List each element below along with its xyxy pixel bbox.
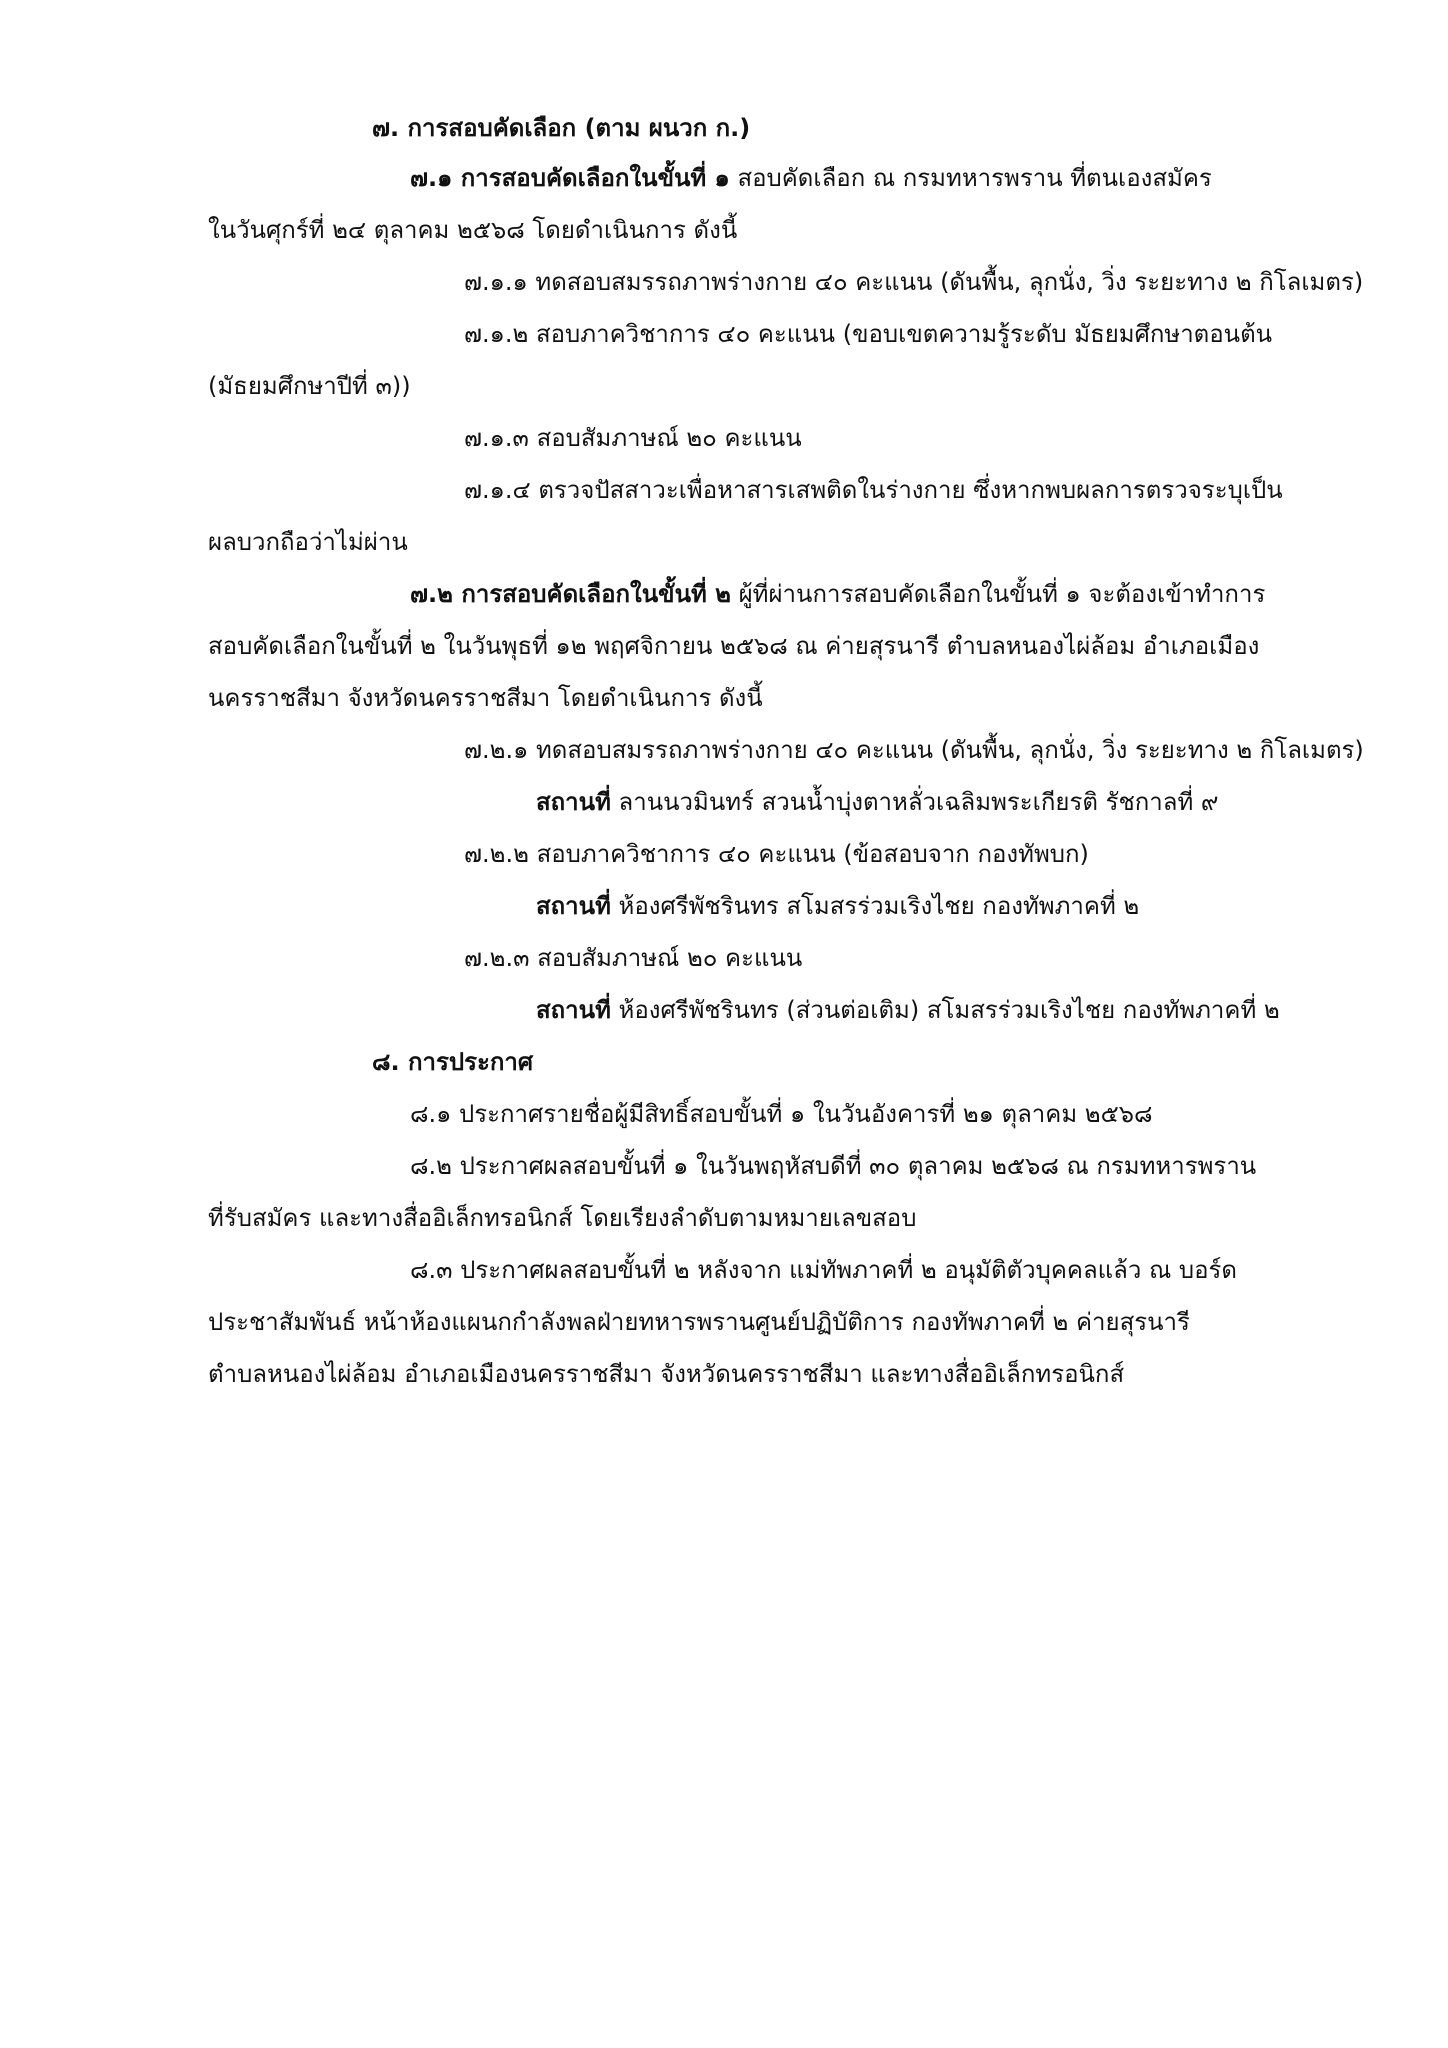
item-7-2-1-place [536, 784, 1219, 820]
section-7-2-text: ผู้ที่ผ่านการสอบคัดเลือกในขั้นที่ ๑ จะต้องเข้าทำการ [738, 580, 1266, 608]
section-7-1-text: สอบคัดเลือก ณ กรมทหารพราน ที่ตนเองสมัคร [737, 164, 1212, 192]
item-7-2-1: ๗.๒.๑ ทดสอบสมรรถภาพร่างกาย ๔๐ คะแนน (ดันพื้น, ลุกนั่ง, วิ่ง ระยะทาง ๒ กิโลเมตร) [464, 736, 1364, 764]
item-7-1-2-line1: ๗.๑.๒ สอบภาควิชาการ ๔๐ คะแนน (ขอบเขตความรู้ระดับ มัธยมศึกษาตอนต้น [464, 320, 1273, 348]
item-7-2-3: ๗.๒.๓ สอบสัมภาษณ์ ๒๐ คะแนน [464, 944, 803, 972]
section-7-2-line3: นครราชสีมา จังหวัดนครราชสีมา โดยดำเนินการ ดังนี้ [208, 684, 763, 712]
item-7-2-3-place [536, 992, 1280, 1028]
item-8-3-line1: ๘.๓ ประกาศผลสอบขั้นที่ ๒ หลังจาก แม่ทัพภาคที่ ๒ อนุมัติตัวบุคคลแล้ว ณ บอร์ด [410, 1256, 1237, 1284]
place-label: สถานที่ [536, 892, 611, 920]
item-8-1: ๘.๑ ประกาศรายชื่อผู้มีสิทธิ์สอบขั้นที่ ๑ ในวันอังคารที่ ๒๑ ตุลาคม ๒๕๖๘ [410, 1100, 1153, 1128]
section-7-1-line1 [410, 160, 1314, 196]
section-7-1-title: ๗.๑ การสอบคัดเลือกในขั้นที่ ๑ [410, 164, 730, 192]
item-8-3-line2: ประชาสัมพันธ์ หน้าห้องแผนกกำลังพลฝ่ายทหารพรานศูนย์ปฏิบัติการ กองทัพภาคที่ ๒ ค่ายสุรนารี [208, 1308, 1190, 1336]
section-7-2-title: ๗.๒ การสอบคัดเลือกในขั้นที่ ๒ [410, 580, 731, 608]
section-7-2-line2: สอบคัดเลือกในขั้นที่ ๒ ในวันพุธที่ ๑๒ พฤศจิกายน ๒๕๖๘ ณ ค่ายสุรนารี ตำบลหนองไผ่ล้อม อำเภอเมือง [208, 632, 1260, 660]
item-7-1-1: ๗.๑.๑ ทดสอบสมรรถภาพร่างกาย ๔๐ คะแนน (ดันพื้น, ลุกนั่ง, วิ่ง ระยะทาง ๒ กิโลเมตร) [464, 268, 1364, 296]
item-7-1-4-line2: ผลบวกถือว่าไม่ผ่าน [208, 528, 408, 556]
section-8-heading: ๘. การประกาศ [372, 1048, 534, 1076]
item-7-2-2: ๗.๒.๒ สอบภาควิชาการ ๔๐ คะแนน (ข้อสอบจาก กองทัพบก) [464, 840, 1089, 868]
item-8-2-line2: ที่รับสมัคร และทางสื่ออิเล็กทรอนิกส์ โดยเรียงลำดับตามหมายเลขสอบ [208, 1204, 917, 1232]
item-8-2-line1: ๘.๒ ประกาศผลสอบขั้นที่ ๑ ในวันพฤหัสบดีที่ ๓๐ ตุลาคม ๒๕๖๘ ณ กรมทหารพราน [410, 1152, 1257, 1180]
place-value: ห้องศรีพัชรินทร (ส่วนต่อเติม) สโมสรร่วมเริงไชย กองทัพภาคที่ ๒ [618, 996, 1280, 1024]
place-value: ลานนวมินทร์ สวนน้ำบุ่งตาหลั่วเฉลิมพระเกียรติ รัชกาลที่ ๙ [618, 788, 1219, 816]
item-8-3-line3: ตำบลหนองไผ่ล้อม อำเภอเมืองนครราชสีมา จังหวัดนครราชสีมา และทางสื่ออิเล็กทรอนิกส์ [208, 1360, 1125, 1388]
item-7-1-4-line1: ๗.๑.๔ ตรวจปัสสาวะเพื่อหาสารเสพติดในร่างกาย ซึ่งหากพบผลการตรวจระบุเป็น [464, 476, 1283, 504]
section-7-2-line1 [410, 576, 1314, 612]
item-7-1-2-line2: (มัธยมศึกษาปีที่ ๓)) [208, 372, 411, 400]
item-7-1-3: ๗.๑.๓ สอบสัมภาษณ์ ๒๐ คะแนน [464, 424, 802, 452]
place-label: สถานที่ [536, 996, 611, 1024]
place-label: สถานที่ [536, 788, 611, 816]
section-7-1-line2: ในวันศุกร์ที่ ๒๔ ตุลาคม ๒๕๖๘ โดยดำเนินการ ดังนี้ [208, 216, 738, 244]
section-7-heading: ๗. การสอบคัดเลือก (ตาม ผนวก ก.) [372, 114, 751, 142]
place-value: ห้องศรีพัชรินทร สโมสรร่วมเริงไชย กองทัพภาคที่ ๒ [618, 892, 1140, 920]
item-7-2-2-place [536, 888, 1139, 924]
